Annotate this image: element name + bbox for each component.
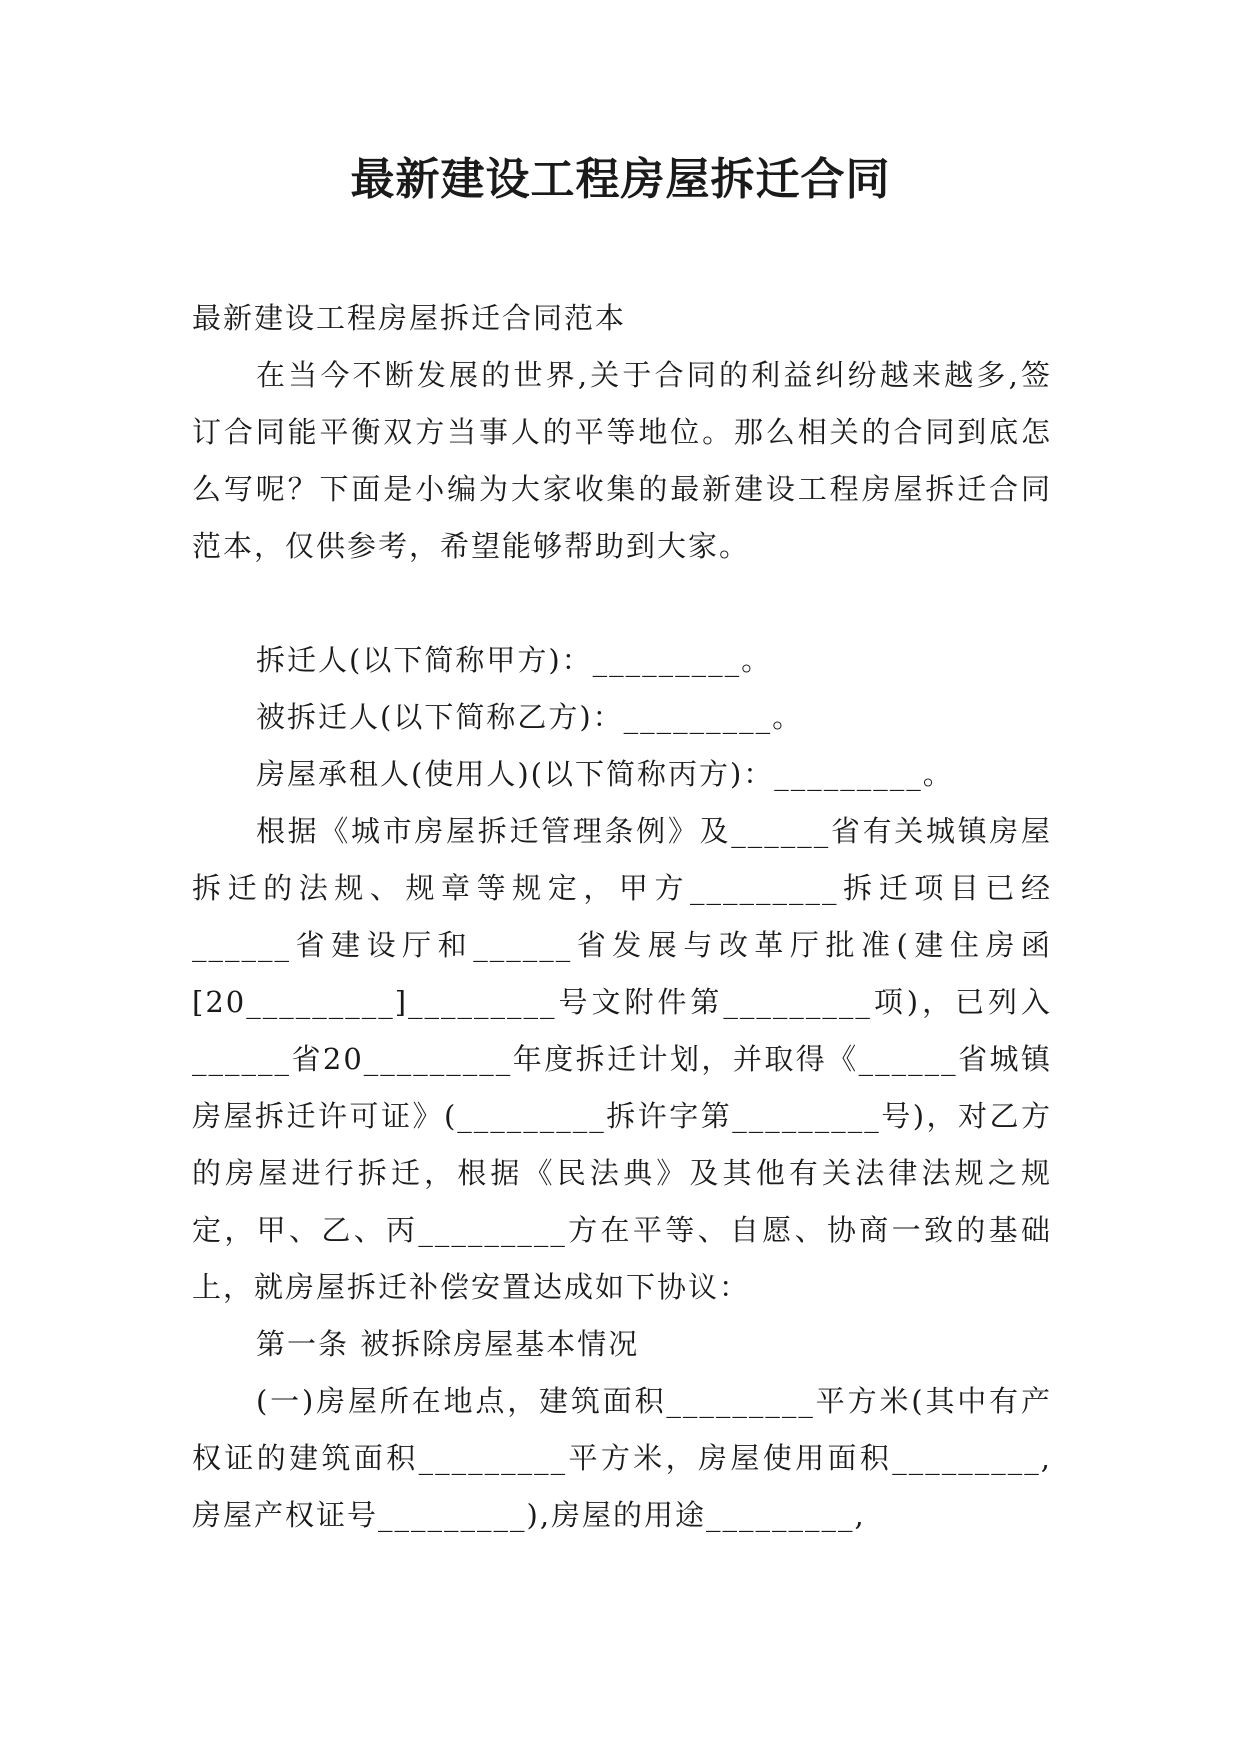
document-body [192,290,1052,1544]
party-a-line: 拆迁人(以下简称甲方)：_________。 [256,643,773,677]
document-subtitle: 最新建设工程房屋拆迁合同范本 [192,301,627,335]
party-c-line: 房屋承租人(使用人)(以下简称丙方)：_________。 [256,757,954,791]
intro-paragraph: 在当今不断发展的世界,关于合同的利益纠纷越来越多,签订合同能平衡双方当事人的平等地位。那么相关的合同到底怎么写呢？下面是小编为大家收集的最新建设工程房屋拆迁合同范本，仅供参考，希望能够帮助到大家。 [192,358,1052,563]
paragraph-gap [192,575,1052,632]
document-title: 最新建设工程房屋拆迁合同 [350,154,891,205]
party-b-line: 被拆迁人(以下简称乙方)：_________。 [256,700,804,734]
article-1-item-1: (一)房屋所在地点，建筑面积_________平方米(其中有产权证的建筑面积_________平方米，房屋使用面积_________,房屋产权证号_________),房屋的用途_________, [192,1384,1052,1532]
article-1-heading: 第一条 被拆除房屋基本情况 [256,1327,640,1361]
legal-basis-paragraph: 根据《城市房屋拆迁管理条例》及______省有关城镇房屋拆迁的法规、规章等规定，甲方_________拆迁项目已经______省建设厅和______省发展与改革厅批准(建住房函[20_________]_________号文附件第_________项)，已列入______省20_________年度拆迁计划，并取得《______省城镇房屋拆迁许可证》(_________拆许字第_________号)，对乙方的房屋进行拆迁，根据《民法典》及其他有关法律法规之规定，甲、乙、丙_________方在平等、自愿、协商一致的基础上，就房屋拆迁补偿安置达成如下协议： [192,814,1052,1304]
